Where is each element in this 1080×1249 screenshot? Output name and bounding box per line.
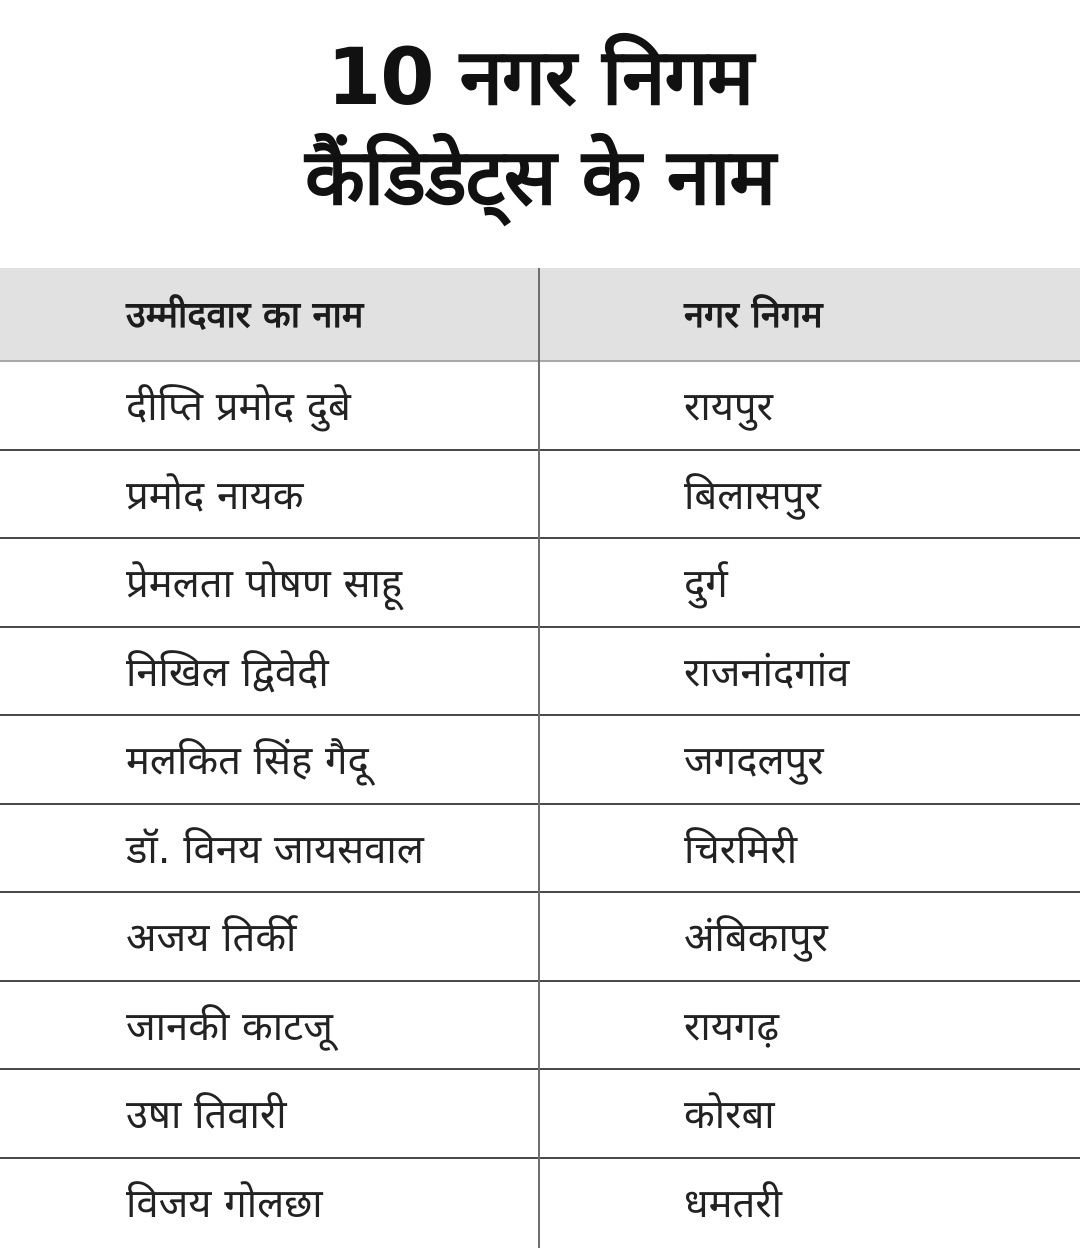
table-row	[0, 1159, 1080, 1248]
table-row	[0, 539, 1080, 628]
table-header-row	[0, 268, 1080, 362]
candidate-name-cell: मलकित सिंह गैदू	[126, 738, 369, 784]
candidates-table	[0, 268, 1080, 1248]
candidate-name-cell: उषा तिवारी	[126, 1092, 287, 1138]
table-row	[0, 805, 1080, 894]
candidate-name-cell: डॉ. विनय जायसवाल	[126, 826, 424, 873]
table-row	[0, 362, 1080, 451]
corporation-cell: बिलासपुर	[684, 472, 821, 519]
candidate-name-cell: दीप्ति प्रमोद दुबे	[126, 384, 351, 430]
corporation-cell: राजनांदगांव	[684, 649, 850, 696]
corporation-cell: चिरमिरी	[684, 826, 798, 873]
table-row	[0, 628, 1080, 717]
header-candidate-name: उम्मीदवार का नाम	[126, 295, 364, 336]
corporation-cell: अंबिकापुर	[684, 915, 828, 961]
corporation-cell: कोरबा	[684, 1092, 775, 1138]
candidate-name-cell: निखिल द्विवेदी	[126, 649, 329, 696]
page-title	[0, 28, 1080, 228]
candidate-name-cell: विजय गोलछा	[126, 1180, 323, 1227]
table-row	[0, 451, 1080, 540]
column-divider	[538, 268, 540, 1248]
table-row	[0, 716, 1080, 805]
title-line-1: 10 नगर निगम	[326, 33, 753, 123]
corporation-cell: रायगढ़	[684, 1003, 779, 1050]
header-municipal-corporation: नगर निगम	[684, 295, 823, 336]
candidate-name-cell: अजय तिर्की	[126, 915, 297, 961]
candidate-name-cell: प्रमोद नायक	[126, 472, 304, 519]
table-row	[0, 893, 1080, 982]
corporation-cell: रायपुर	[684, 384, 773, 430]
candidate-name-cell: जानकी काटजू	[126, 1003, 333, 1050]
title-line-2: कैंडिडेट्स के नाम	[305, 133, 775, 223]
candidate-name-cell: प्रेमलता पोषण साहू	[126, 561, 403, 607]
corporation-cell: धमतरी	[684, 1180, 783, 1227]
corporation-cell: दुर्ग	[684, 561, 728, 607]
corporation-cell: जगदलपुर	[684, 738, 824, 784]
table-row	[0, 1070, 1080, 1159]
table-row	[0, 982, 1080, 1071]
table-body	[0, 362, 1080, 1247]
